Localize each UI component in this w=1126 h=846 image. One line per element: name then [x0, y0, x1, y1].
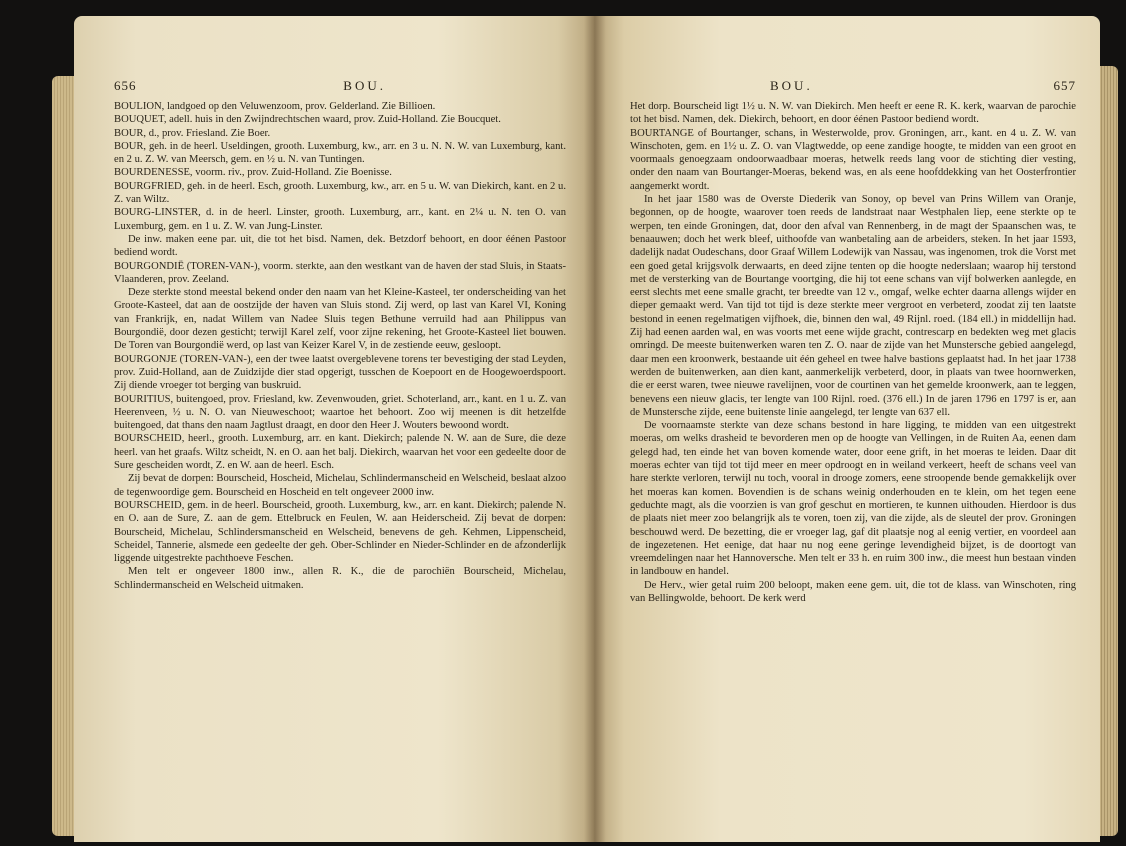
entry-paragraph: De Herv., wier getal ruim 200 beloopt, maken eene gem. uit, die tot de klass. van Winschoten, ring van Bellingwolde, behoort. De kerk werd	[630, 579, 1076, 604]
entry-paragraph: BOUR, geh. in de heerl. Useldingen, grooth. Luxemburg, kw., arr. en 3 u. N. N. W. van Luxemburg, kant. en 2 u. Z. W. van Meersch, gem. en ½ u. N. van Tuntingen.	[114, 140, 566, 166]
entry-paragraph: BOURSCHEID, heerl., grooth. Luxemburg, arr. en kant. Diekirch; palende N. W. aan de Sure, die deze heerl. van het graafs. Wiltz scheidt, N. en O. aan het balj. Diekirch, waarvan het voor een gedeelte door de Sure gescheiden wordt, Z. en W. aan de heerl. Esch.	[114, 433, 566, 472]
entry-paragraph: BOUR, d., prov. Friesland. Zie Boer.	[114, 127, 271, 139]
entry-paragraph: BOURG-LINSTER, d. in de heerl. Linster, grooth. Luxemburg, arr., kant. en 2¼ u. N. ten O. van Luxemburg, gem. en 1 u. Z. W. van Jung-Linster.	[114, 207, 566, 232]
entry-paragraph: BOUQUET, adell. huis in den Zwijndrechtschen waard, prov. Zuid-Holland. Zie Boucquet.	[114, 114, 501, 126]
entry-paragraph: Zij bevat de dorpen: Bourscheid, Hoscheid, Michelau, Schlindermanscheid en Welscheid, beslaat alzoo de tegenwoordige gem. Bourscheid en Hoscheid en telt ongeveer 2000 inw.	[114, 473, 566, 498]
left-page	[74, 16, 594, 842]
entry-paragraph: BOURITIUS, buitengoed, prov. Friesland, kw. Zevenwouden, griet. Schoterland, arr., kant. en 1 u. Z. van Heerenveen, ½ u. N. O. van Nieuweschoot; waartoe het behoort. Zoo wij meenen is dit hetzelfde buitengoed, dat thans den naam Jagtlust draagt, en door den Heer J. Wouters bewoond wordt.	[114, 393, 566, 432]
entry-paragraph: De voornaamste sterkte van deze schans bestond in hare ligging, te midden van een uitgestrekt moeras, om welks drasheid te bevorderen men op de hoogte van Vellingen, in de Ruiten Aa, eenen dam gelegd had, ten einde het van boven komende water, door eene grift, in het moeras te leiden. Daar dit moeras echter van tijd tot tijd meer en meer opdroogt en in weiland verkeert, heeft de schans veel van hare sterkte verloren, terwijl nu toch, vooral in drooge zomers, eene stroopende bende gemakkelijk over het moeras kan komen. Bovendien is de schans weinig onderhouden en te klein, om het tegen eene geduchte magt, als die voorzien is van grof geschut en mortieren, te kunnen uithouden. Hierdoor is dus de plaats niet meer zoo belangrijk als te voren, toen zij, van die zijde, als de sleutel der prov. Groningen beschouwd werd. De bezetting, die er vroeger lag, gaf dit plaatsje nog al eenig vertier, en voordeel aan de ingezetenen. Het eenige, dat haar nu nog eene geringe levendigheid bijzet, is de doortogt van vreemdelingen naar het Hannoversche. Men telt er 33 h. en ruim 300 inw., die meest hun bestaan vinden in landbouw en handel.	[630, 420, 1076, 578]
entry-paragraph: BOURDENESSE, voorm. riv., prov. Zuid-Holland. Zie Boenisse.	[114, 167, 392, 179]
entry-paragraph: Men telt er ongeveer 1800 inw., allen R. K., die de parochiën Bourscheid, Michelau, Schlindermanscheid en Welscheid uitmaken.	[114, 566, 566, 591]
right-running-head	[630, 78, 1076, 94]
right-page	[594, 16, 1100, 842]
entry-paragraph: BOURTANGE of Bourtanger, schans, in Westerwolde, prov. Groningen, arr., kant. en 4 u. Z. W. van Winschoten, gem. en 1½ u. Z. O. van Vlagtwedde, op eene zandige hoogte, te midden van een groot en voormaals genoegzaam ondoorwaadbaar moeras, hetwelk reeds lang voor de stichting dier vesting, onder den naam van Bourtanger-Moeras, bekend was, en als eene hoofddekking van het Oosterfrontier aangemerkt wordt.	[630, 127, 1076, 192]
entry-paragraph: De inw. maken eene par. uit, die tot het bisd. Namen, dek. Betzdorf behoort, en door éénen Pastoor bediend wordt.	[114, 233, 566, 259]
left-page-body	[114, 100, 566, 592]
right-head-title: BOU.	[770, 78, 813, 93]
left-head-title: BOU.	[343, 78, 386, 93]
entry-paragraph: BOURGONJE (TOREN-VAN-), een der twee laatst overgeblevene torens ter bevestiging der stad Leyden, prov. Zuid-Holland, aan de Zuidzijde dier stad opgerigt, tusschen de Koepoort en de Hoogewoerdspoort. Zij diende vroeger tot berging van buskruid.	[114, 353, 566, 392]
open-book	[52, 16, 1112, 842]
entry-paragraph: In het jaar 1580 was de Overste Diederik van Sonoy, op bevel van Prins Willem van Oranje, begonnen, op de hoogte, waarover toen reeds de landstraat naar Westphalen liep, eene sterkte op te werpen, ten einde Groningen, dat, door den afval van Rennenberg, in de magt der Spaanschen was, te benaauwen; doch het werk bleef, uithoofde van wanbetaling aan de arbeiders, steken. In het jaar 1593, dadelijk nadat Oudeschans, door Graaf Willem Lodewijk van Nassau, was ingenomen, trok die Vorst met een goed getal krijgsvolk derwaarts, en deed zijne tenten op die hoogte nederslaan; waarop hij terstond met de versterking van de Bourtange voortging, die hij tot eene schans van vijf bolwerken aanlegde, en eerst slechts met eene smalle gracht, ter breedte van 12 v., omgaf, welke echter daarna allengs wijder en dieper gemaakt werd. Van tijd tot tijd is deze sterkte meer vergroot en verbeterd, zoodat zij ten laatste bestond in eenen regelmatigen vijfhoek, die, binnen den wal, 49 Rijnl. roed. (184 ell.) in middellijn had. Zij had eenen aarden wal, en was voorts met eene wijde gracht, contrescarp en bedekten weg met glacis omringd. De meeste buitenwerken waren ten Z. O. naar de zijde van het Munstersche gebied aangelegd, daar men een kroonwerk, bestaande uit één geheel en twee halve bastions geplaatst had. In het jaar 1738 werden de buitenwerken, aan dien kant, aanmerkelijk verbeterd, door, in plaats van twee hoornwerken, die er eerst waren, twee nieuwe ravelijnen, voor de courtinen van het gemelde kroonwerk, aan te leggen, benevens een nieuw glacis, ter lengte van 100 Rijnl. roed. (376 ell.) In de jaren 1796 en 1797 is er, aan de Munstersche zijde, eene buitenste linie aangelegd, ter lengte van 637 ell.	[630, 194, 1076, 418]
right-page-number: 657	[1053, 78, 1076, 93]
entry-paragraph: Het dorp. Bourscheid ligt 1½ u. N. W. van Diekirch. Men heeft er eene R. K. kerk, waarvan de parochie tot het bisd. Namen, dek. Diekirch, behoort, en door éénen Pastoor bediend wordt.	[630, 101, 1076, 126]
entry-paragraph: BOURGONDIË (TOREN-VAN-), voorm. sterkte, aan den westkant van de haven der stad Sluis, in Staats-Vlaanderen, prov. Zeeland.	[114, 260, 566, 285]
entry-paragraph: Deze sterkte stond meestal bekend onder den naam van het Kleine-Kasteel, ter onderscheiding van het Groote-Kasteel, dat aan de oostzijde der haven van Sluis stond. Zij werd, op last van Karel VI, Koning van Frankrijk, en, nadat Willem van Nadee Sluis tegen Bethune verruild had aan Philippus van Bourgondië, door dezen gesticht; terwijl Karel zelf, voor zijne rekening, het Groote-Kasteel liet bouwen. De Toren van Bourgondië werd, op last van Keizer Karel V, in de zestiende eeuw, gesloopt.	[114, 287, 566, 352]
entry-paragraph: BOURSCHEID, gem. in de heerl. Bourscheid, grooth. Luxemburg, kw., arr. en kant. Diekirch; palende N. en O. aan de Sure, Z. aan de gem. Ettelbruck en Feulen, W. aan Heiderscheid. Zij bevat de dorpen: Bourscheid, Michelau, Schlindersmanscheid en Welscheid, benevens de geh. Kehmen, Lippenscheid, Scheidel, Tannerie, alsmede een gedeelte der geh. Ober-Schlinder en Nieder-Schlinder en de afzonderlijk liggende uitgestrekte pachthoeve Feschen.	[114, 499, 566, 565]
entry-paragraph: BOURGFRIED, geh. in de heerl. Esch, grooth. Luxemburg, kw., arr. en 5 u. W. van Diekirch, kant. en 2 u. Z. van Wiltz.	[114, 180, 566, 206]
left-running-head	[114, 78, 566, 94]
right-page-body	[630, 100, 1076, 605]
entry-paragraph: BOULION, landgoed op den Veluwenzoom, prov. Gelderland. Zie Billioen.	[114, 101, 436, 112]
book-gutter	[584, 16, 606, 842]
left-page-number: 656	[114, 78, 137, 93]
